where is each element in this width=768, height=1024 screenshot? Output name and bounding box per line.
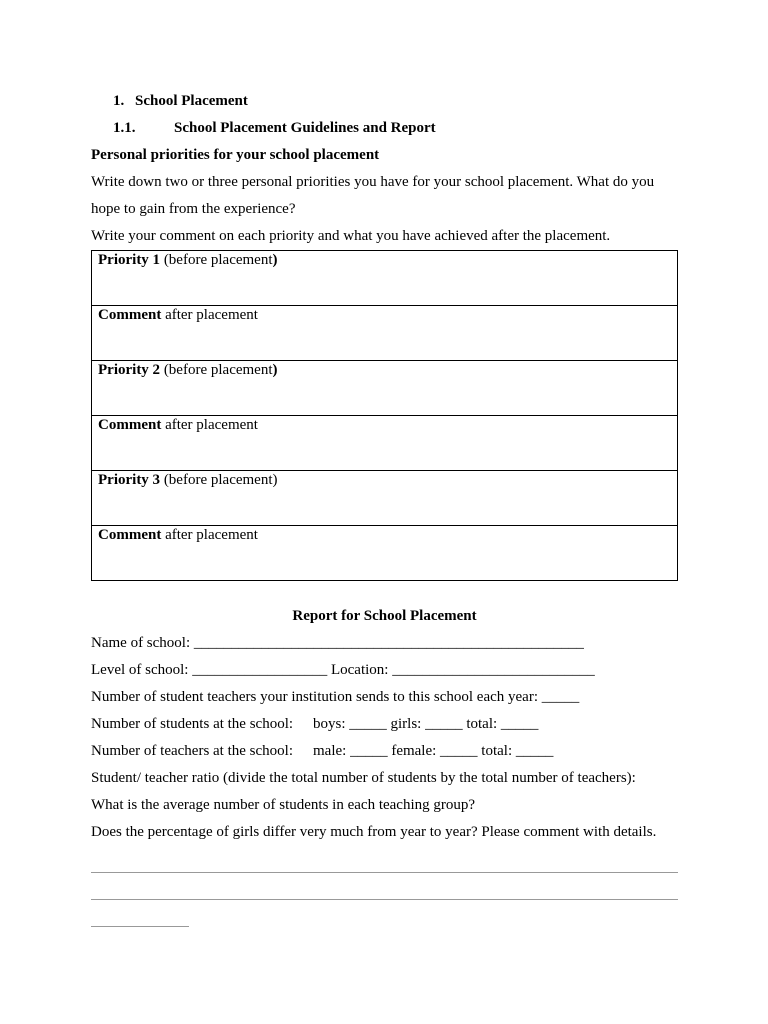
priorities-table: [91, 250, 678, 581]
section-title: School Placement: [135, 93, 248, 109]
report-title: Report for School Placement: [292, 608, 477, 624]
intro-text-line-2: hope to gain from the experience?: [91, 201, 296, 217]
spacer: [91, 581, 678, 603]
students-count-fields[interactable]: boys: _____ girls: _____ total: _____: [313, 716, 539, 732]
student-teachers-field[interactable]: Number of student teachers your institution sends to this school each year: _____: [91, 689, 580, 705]
table-row: [92, 416, 678, 471]
answer-line-1[interactable]: [91, 846, 678, 873]
students-count-label: Number of students at the school:: [91, 716, 294, 732]
cell-label-bold: Priority 3: [98, 472, 161, 488]
cell-label-bold: Comment: [98, 417, 162, 433]
subsection-title: School Placement Guidelines and Report: [174, 120, 436, 136]
average-group-question: What is the average number of students in each teaching group?: [91, 797, 476, 813]
cell-label-bold: Priority 1: [98, 252, 161, 268]
table-row: [92, 526, 678, 581]
comment-1-cell[interactable]: [92, 306, 678, 361]
cell-label-bold: Comment: [98, 307, 162, 323]
cell-label: after placement: [161, 527, 258, 543]
table-row: [92, 361, 678, 416]
comment-3-cell[interactable]: [92, 526, 678, 581]
table-row: [92, 306, 678, 361]
cell-label: (before placement: [160, 252, 273, 268]
answer-line-3[interactable]: [91, 900, 678, 927]
ratio-question: Student/ teacher ratio (divide the total number of students by the total number of teachers):: [91, 770, 636, 786]
intro-text-line-3: Write your comment on each priority and what you have achieved after the placement.: [91, 228, 611, 244]
students-count-row: [91, 711, 678, 738]
subsection-heading: [91, 115, 678, 142]
teachers-count-row: [91, 738, 678, 765]
subsection-number: 1.1.: [113, 120, 136, 136]
section-number: 1.: [113, 93, 125, 109]
cell-label: (before placement: [160, 362, 273, 378]
teachers-count-label: Number of teachers at the school:: [91, 743, 294, 759]
name-of-school-field[interactable]: Name of school: ____________________________________________________: [91, 635, 584, 651]
table-row: [92, 471, 678, 526]
girls-percentage-question: Does the percentage of girls differ very much from year to year? Please comment with details.: [91, 824, 657, 840]
comment-2-cell[interactable]: [92, 416, 678, 471]
priority-2-cell[interactable]: [92, 361, 678, 416]
priorities-heading: Personal priorities for your school placement: [91, 147, 380, 163]
table-row: [92, 251, 678, 306]
teachers-count-fields[interactable]: male: _____ female: _____ total: _____: [313, 743, 554, 759]
cell-label-bold: Comment: [98, 527, 162, 543]
cell-label-bold: Priority 2: [98, 362, 161, 378]
cell-label-close: ): [272, 252, 278, 268]
priority-1-cell[interactable]: [92, 251, 678, 306]
answer-line-2[interactable]: [91, 873, 678, 900]
section-heading: [91, 88, 678, 115]
priority-3-cell[interactable]: [92, 471, 678, 526]
cell-label-close: ): [272, 362, 278, 378]
cell-label: (before placement): [160, 472, 278, 488]
level-location-field[interactable]: Level of school: __________________ Location: ___________________________: [91, 662, 595, 678]
cell-label: after placement: [161, 307, 258, 323]
document-page: [91, 88, 678, 927]
cell-label: after placement: [161, 417, 258, 433]
intro-text-line-1: Write down two or three personal priorities you have for your school placement. What do you: [91, 174, 655, 190]
